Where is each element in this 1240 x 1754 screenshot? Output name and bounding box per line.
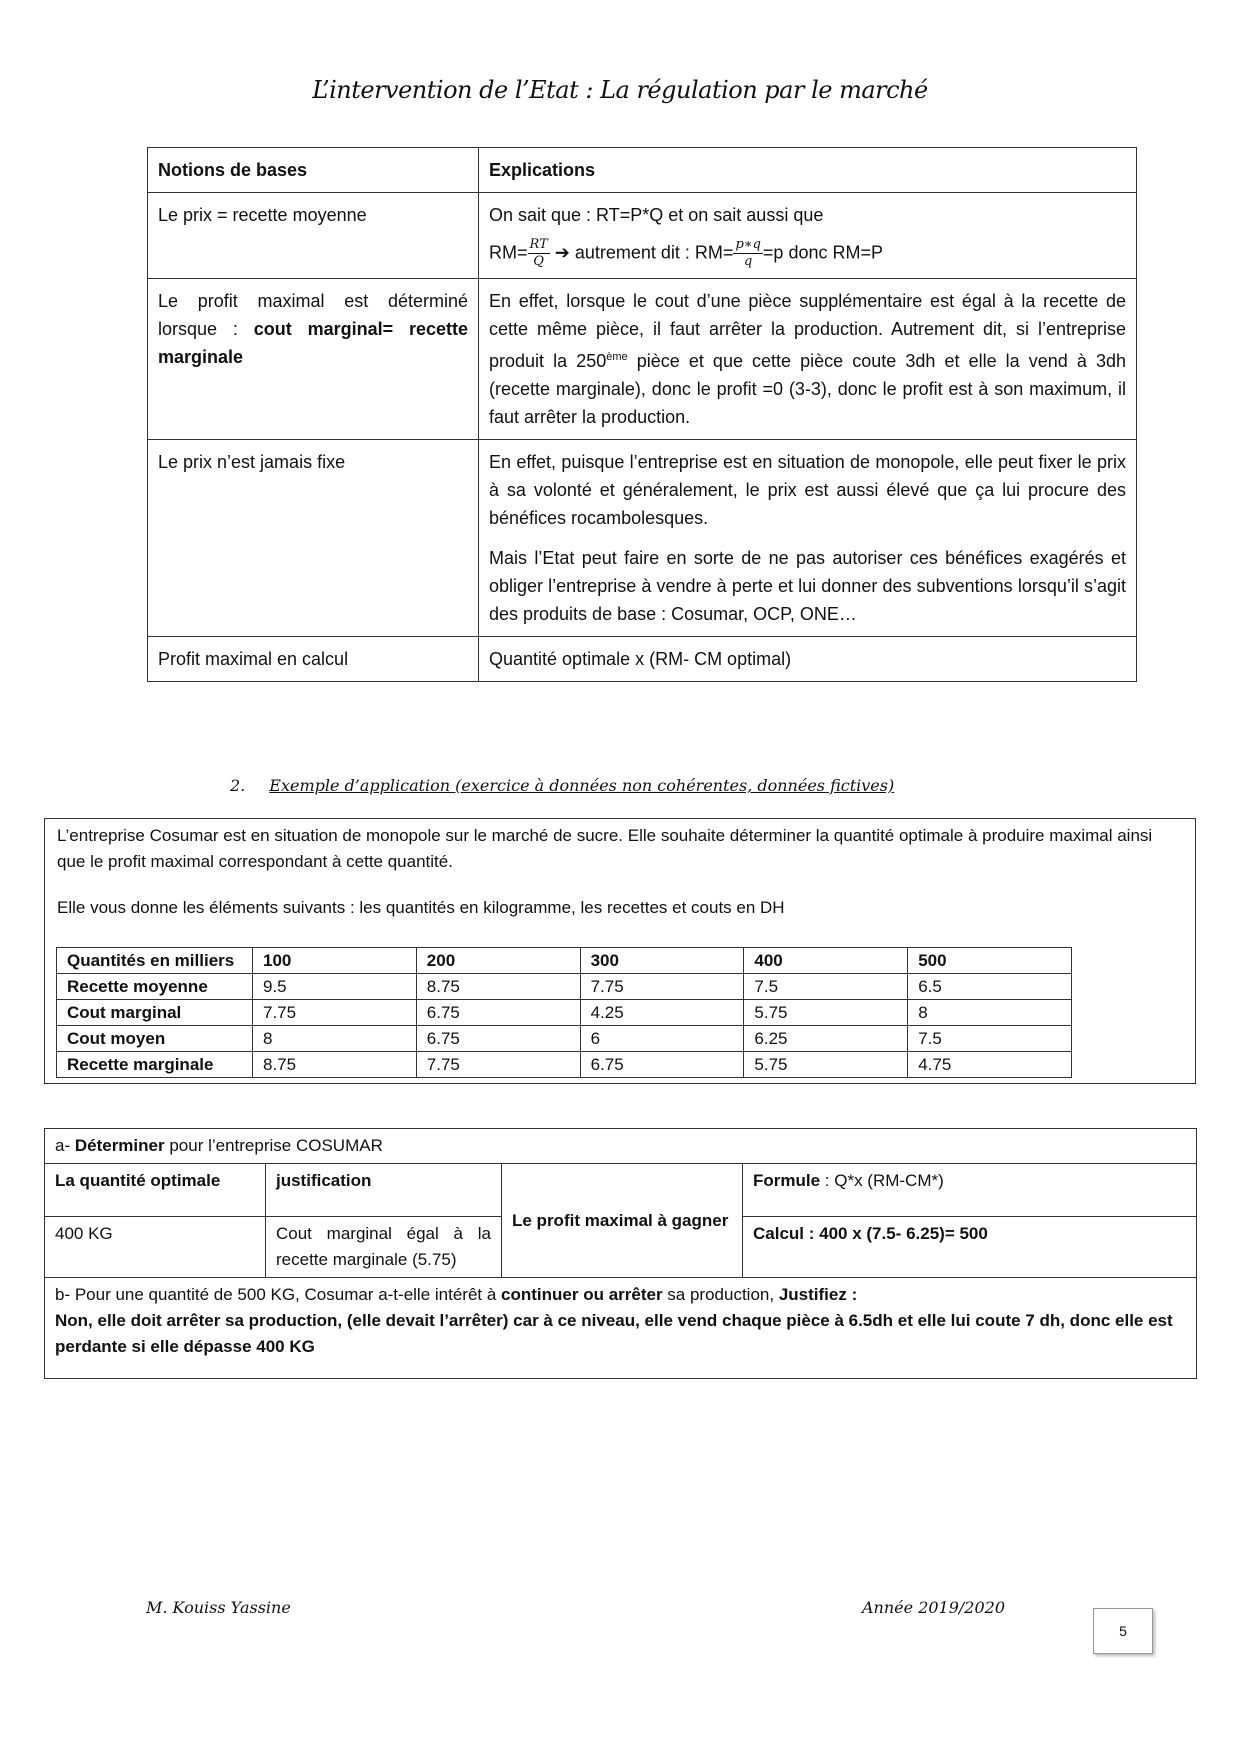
footer-author: M. Kouiss Yassine (146, 1598, 291, 1617)
table-cell: 100 (253, 948, 417, 974)
table-row (45, 1164, 1197, 1217)
table-cell: 7.5 (908, 1026, 1072, 1052)
row-label: Recette marginale (57, 1052, 253, 1078)
notion-cell (148, 279, 479, 440)
table-row (57, 948, 1072, 974)
table-row (148, 193, 1137, 279)
explanation-cell: Quantité optimale x (RM- CM optimal) (479, 637, 1137, 682)
table-cell: 300 (580, 948, 744, 974)
fraction (733, 237, 762, 270)
table-row (57, 1026, 1072, 1052)
page-title: L’intervention de l’Etat : La régulation par le marché (312, 76, 928, 104)
table-cell: 200 (416, 948, 580, 974)
table-cell: 6.75 (416, 1026, 580, 1052)
table-cell: 7.5 (744, 974, 908, 1000)
header-quantity: La quantité optimale (45, 1164, 266, 1217)
table-row (148, 637, 1137, 682)
formula-line (489, 237, 1126, 270)
table-cell: 7.75 (253, 1000, 417, 1026)
explanation-paragraph: En effet, puisque l’entreprise est en situation de monopole, elle peut fixer le prix à sa volonté et généralement, le prix est aussi élevé que ça lui procure des bénéfices rocambolesques. (489, 452, 1126, 528)
explanation-cell (479, 440, 1137, 637)
formula-text: RM= (489, 242, 528, 263)
question-bold: Justifiez : (778, 1285, 858, 1304)
question-b (45, 1278, 1197, 1379)
table-row (45, 1278, 1197, 1379)
table-cell: 6.5 (908, 974, 1072, 1000)
table-row (148, 440, 1137, 637)
section-title: Exemple d’application (exercice à données non cohérentes, données fictives) (269, 776, 895, 795)
arrow-icon: ➔ (554, 242, 570, 263)
header-justification: justification (266, 1164, 502, 1217)
explanation-line: On sait que : RT=P*Q et on sait aussi que (489, 205, 824, 225)
profit-label: Le profit maximal à gagner (502, 1164, 743, 1278)
superscript: ème (606, 351, 628, 363)
header-notions: Notions de bases (148, 148, 479, 193)
notion-text: Le profit maximal est déterminé lorsque : (158, 291, 468, 339)
question-a (45, 1129, 1197, 1164)
footer-year: Année 2019/2020 (862, 1598, 1006, 1617)
question-bold: continuer ou arrêter (501, 1285, 663, 1304)
table-row (57, 974, 1072, 1000)
table-cell: 6.75 (416, 1000, 580, 1026)
table-cell: 8.75 (253, 1052, 417, 1078)
justification-value: Cout marginal égal à la recette marginale (5.75) (266, 1217, 502, 1278)
table-cell: 8 (908, 1000, 1072, 1026)
explanation-paragraph: Mais l’Etat peut faire en sorte de ne pas autoriser ces bénéfices exagérés et obliger l’entreprise à vendre à perte et lui donner des subventions lorsqu’il s’agit des produits de base : Cosumar, OCP, ONE… (489, 548, 1126, 624)
section-number: 2. (230, 776, 246, 795)
answer-b: Non, elle doit arrêter sa production, (elle devait l’arrêter) car à ce niveau, elle vend chaque pièce à 6.5dh et elle lui coute 7 dh, donc elle est perdante si elle dépasse 400 KG (55, 1311, 1173, 1356)
formula-text: =p donc RM=P (762, 242, 883, 263)
table-row (57, 1000, 1072, 1026)
formula-bold: Formule (753, 1171, 821, 1190)
table-cell: 7.75 (580, 974, 744, 1000)
table-cell: 500 (908, 948, 1072, 974)
table-cell: 5.75 (744, 1052, 908, 1078)
table-row (45, 1129, 1197, 1164)
calcul-value: Calcul : 400 x (7.5- 6.25)= 500 (743, 1217, 1197, 1278)
table-row (57, 1052, 1072, 1078)
table-cell: 6 (580, 1026, 744, 1052)
notion-cell: Profit maximal en calcul (148, 637, 479, 682)
exercise-box (44, 818, 1196, 1084)
table-cell: 6.25 (744, 1026, 908, 1052)
explanation-text: pièce et que cette pièce coute 3dh et elle la vend à 3dh (recette marginale), donc le profit =0 (3-3), donc le profit est à son maximum, il faut arrêter la production. (489, 351, 1126, 427)
question-text: sa production, (662, 1285, 779, 1304)
table-cell: 4.25 (580, 1000, 744, 1026)
row-label: Cout marginal (57, 1000, 253, 1026)
data-table (56, 947, 1072, 1078)
question-text: b- Pour une quantité de 500 KG, Cosumar a-t-elle intérêt à (55, 1285, 502, 1304)
notion-bold-text: cout marginal= recette marginale (158, 319, 468, 367)
row-label: Quantités en milliers (57, 948, 253, 974)
notion-cell: Le prix = recette moyenne (148, 193, 479, 279)
table-cell: 9.5 (253, 974, 417, 1000)
exercise-intro: L’entreprise Cosumar est en situation de monopole sur le marché de sucre. Elle souhaite déterminer la quantité optimale à produire maximal ainsi que le profit maximal correspondant à cette quantité. (57, 826, 1153, 871)
exercise-given: Elle vous donne les éléments suivants : les quantités en kilogramme, les recettes et couts en DH (57, 898, 785, 917)
table-cell: 5.75 (744, 1000, 908, 1026)
table-cell: 7.75 (416, 1052, 580, 1078)
page-number: 5 (1093, 1608, 1153, 1654)
formula-cell (743, 1164, 1197, 1217)
notion-cell: Le prix n’est jamais fixe (148, 440, 479, 637)
explanation-cell (479, 279, 1137, 440)
table-row (148, 279, 1137, 440)
table-header-row (148, 148, 1137, 193)
formula-text: : Q*x (RM-CM*) (820, 1171, 944, 1190)
question-bold: Déterminer (74, 1136, 165, 1155)
table-cell: 4.75 (908, 1052, 1072, 1078)
explanation-text: En effet, lorsque le cout d’une pièce supplémentaire est égal à la recette de cette même pièce, il faut arrêter la production. Autrement dit, si l’entreprise produit la 250 (489, 291, 1126, 371)
question-prefix: a- (55, 1136, 75, 1155)
denominator: q (744, 254, 753, 269)
formula-text: autrement dit : RM= (569, 242, 734, 263)
explanation-cell (479, 193, 1137, 279)
quantity-value: 400 KG (45, 1217, 266, 1278)
table-cell: 8 (253, 1026, 417, 1052)
notions-table (147, 147, 1137, 682)
table-cell: 6.75 (580, 1052, 744, 1078)
header-explications: Explications (479, 148, 1137, 193)
denominator: Q (533, 254, 544, 269)
row-label: Recette moyenne (57, 974, 253, 1000)
question-text: pour l’entreprise COSUMAR (164, 1136, 383, 1155)
answers-table (44, 1128, 1197, 1379)
section-heading (230, 776, 894, 795)
row-label: Cout moyen (57, 1026, 253, 1052)
table-cell: 8.75 (416, 974, 580, 1000)
table-cell: 400 (744, 948, 908, 974)
numerator: RT (529, 237, 548, 252)
numerator: p∗q (735, 237, 761, 252)
fraction (528, 237, 550, 270)
